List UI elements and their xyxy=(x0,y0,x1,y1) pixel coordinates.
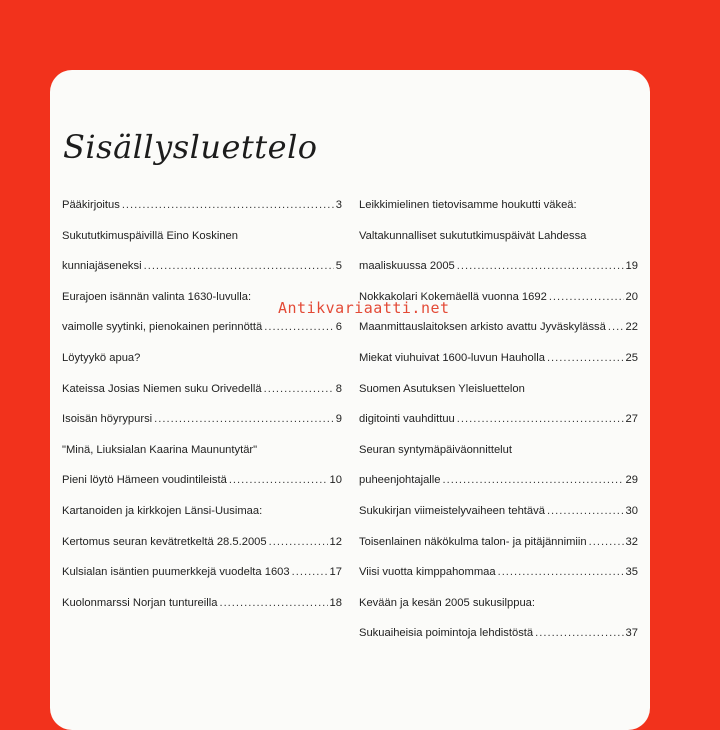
leader-dots xyxy=(589,536,624,548)
toc-entry-page: 37 xyxy=(625,627,638,640)
toc-entry-page: 9 xyxy=(335,413,342,426)
toc-entry-page: 8 xyxy=(335,382,342,395)
toc-entry-title: Sukuaiheisia poimintoja lehdistöstä xyxy=(359,627,534,640)
leader-dots xyxy=(549,291,624,303)
toc-entry[interactable] xyxy=(359,260,638,291)
toc-entry-title: vaimolle syytinki, pienokainen perinnöttä xyxy=(62,321,263,334)
leader-dots xyxy=(498,566,624,578)
toc-entry-page: 10 xyxy=(329,474,342,487)
toc-entry-title: Miekat viuhuivat 1600-luvun Hauholla xyxy=(359,351,545,364)
toc-entry-title: Isoisän höyrypursi xyxy=(62,413,153,426)
toc-entry[interactable] xyxy=(359,505,638,536)
toc-entry-title: Kartanoiden ja kirkkojen Länsi-Uusimaa: xyxy=(62,504,263,517)
toc-entry-title: Pääkirjoitus xyxy=(62,199,120,211)
toc-entry-page: 25 xyxy=(625,351,638,364)
toc-entry[interactable] xyxy=(62,505,342,536)
leader-dots xyxy=(457,260,624,272)
leader-dots xyxy=(535,627,623,639)
toc-left-column xyxy=(62,199,342,627)
toc-entry[interactable] xyxy=(359,444,638,475)
toc-entry[interactable] xyxy=(359,199,638,230)
leader-dots xyxy=(269,536,328,548)
toc-entry-page: 32 xyxy=(625,535,638,548)
leader-dots xyxy=(547,505,624,517)
toc-entry[interactable] xyxy=(62,383,342,414)
leader-dots xyxy=(457,413,624,425)
leader-dots xyxy=(292,566,328,578)
toc-entry-title: Leikkimielinen tietovisamme houkutti väkeä: xyxy=(359,199,577,211)
toc-entry[interactable] xyxy=(62,230,342,261)
toc-entry[interactable] xyxy=(62,597,342,628)
toc-entry-page: 27 xyxy=(625,413,638,426)
toc-entry-title: Kulsialan isäntien puumerkkejä vuodelta 1603 xyxy=(62,566,290,579)
toc-entry[interactable] xyxy=(359,597,638,628)
leader-dots xyxy=(229,474,328,486)
toc-entry[interactable] xyxy=(62,413,342,444)
leader-dots xyxy=(547,352,624,364)
toc-entry[interactable] xyxy=(359,383,638,414)
toc-entry-title: puheenjohtajalle xyxy=(359,474,441,487)
toc-entry[interactable] xyxy=(62,444,342,475)
leader-dots xyxy=(219,597,327,609)
toc-entry-title: Suomen Asutuksen Yleisluettelon xyxy=(359,382,525,395)
leader-dots xyxy=(122,199,334,211)
toc-entry-title: Kateissa Josias Niemen suku Orivedellä xyxy=(62,382,262,395)
toc-entry-title: Seuran syntymäpäiväonnittelut xyxy=(359,443,512,456)
toc-entry[interactable] xyxy=(359,352,638,383)
leader-dots xyxy=(608,321,624,333)
toc-entry[interactable] xyxy=(62,536,342,567)
toc-entry-page: 6 xyxy=(335,321,342,334)
toc-entry-title: Maanmittauslaitoksen arkisto avattu Jyväskylässä xyxy=(359,321,606,334)
toc-entry-title: Eurajoen isännän valinta 1630-luvulla: xyxy=(62,290,252,303)
toc-entry-title: Nokkakolari Kokemäellä vuonna 1692 xyxy=(359,290,547,303)
page-title: Sisällysluettelo xyxy=(63,128,318,166)
toc-entry-title: Kuolonmarssi Norjan tuntureilla xyxy=(62,596,218,609)
toc-entry[interactable] xyxy=(359,321,638,352)
toc-entry-title: Kevään ja kesän 2005 sukusilppua: xyxy=(359,596,536,609)
leader-dots xyxy=(264,383,334,395)
toc-entry[interactable] xyxy=(359,474,638,505)
toc-entry-title: Viisi vuotta kimppahommaa xyxy=(359,566,496,579)
leader-dots xyxy=(264,321,334,333)
toc-entry[interactable] xyxy=(62,566,342,597)
watermark-text: Antikvariaatti.net xyxy=(278,299,450,317)
toc-entry-page: 12 xyxy=(329,535,342,548)
toc-entry-page: 3 xyxy=(335,199,342,211)
toc-entry-title: maaliskuussa 2005 xyxy=(359,260,455,273)
toc-right-column xyxy=(359,199,638,658)
toc-entry-page: 35 xyxy=(625,566,638,579)
leader-dots xyxy=(154,413,334,425)
toc-entry-page: 19 xyxy=(625,260,638,273)
toc-entry-page: 5 xyxy=(335,260,342,273)
toc-entry-title: digitointi vauhdittuu xyxy=(359,413,455,426)
toc-entry-page: 17 xyxy=(329,566,342,579)
toc-entry[interactable] xyxy=(359,627,638,658)
toc-entry-page: 22 xyxy=(625,321,638,334)
toc-entry[interactable] xyxy=(359,536,638,567)
toc-entry-title: Toisenlainen näkökulma talon- ja pitäjännimiin xyxy=(359,535,587,548)
toc-entry[interactable] xyxy=(359,413,638,444)
toc-entry-title: Sukukirjan viimeistelyvaiheen tehtävä xyxy=(359,504,545,517)
toc-entry[interactable] xyxy=(359,566,638,597)
toc-entry-title: Sukututkimuspäivillä Eino Koskinen xyxy=(62,229,238,242)
toc-entry-title: Kertomus seuran kevätretkeltä 28.5.2005 xyxy=(62,535,267,548)
toc-entry-title: "Minä, Liuksialan Kaarina Maununtytär" xyxy=(62,443,258,456)
toc-entry[interactable] xyxy=(62,474,342,505)
leader-dots xyxy=(443,474,624,486)
toc-entry-title: kunniajäseneksi xyxy=(62,260,142,273)
toc-entry-title: Löytyykö apua? xyxy=(62,351,141,364)
toc-entry-title: Valtakunnalliset sukututkimuspäivät Lahdessa xyxy=(359,229,587,242)
toc-entry-page: 30 xyxy=(625,504,638,517)
toc-entry[interactable] xyxy=(62,321,342,352)
toc-entry[interactable] xyxy=(62,352,342,383)
leader-dots xyxy=(144,260,334,272)
toc-entry[interactable] xyxy=(359,230,638,261)
toc-entry[interactable] xyxy=(62,199,342,230)
toc-entry-title: Pieni löytö Hämeen voudintileistä xyxy=(62,474,227,487)
toc-entry[interactable] xyxy=(62,260,342,291)
toc-entry-page: 29 xyxy=(625,474,638,487)
toc-entry-page: 20 xyxy=(625,290,638,303)
toc-entry-page: 18 xyxy=(329,596,342,609)
